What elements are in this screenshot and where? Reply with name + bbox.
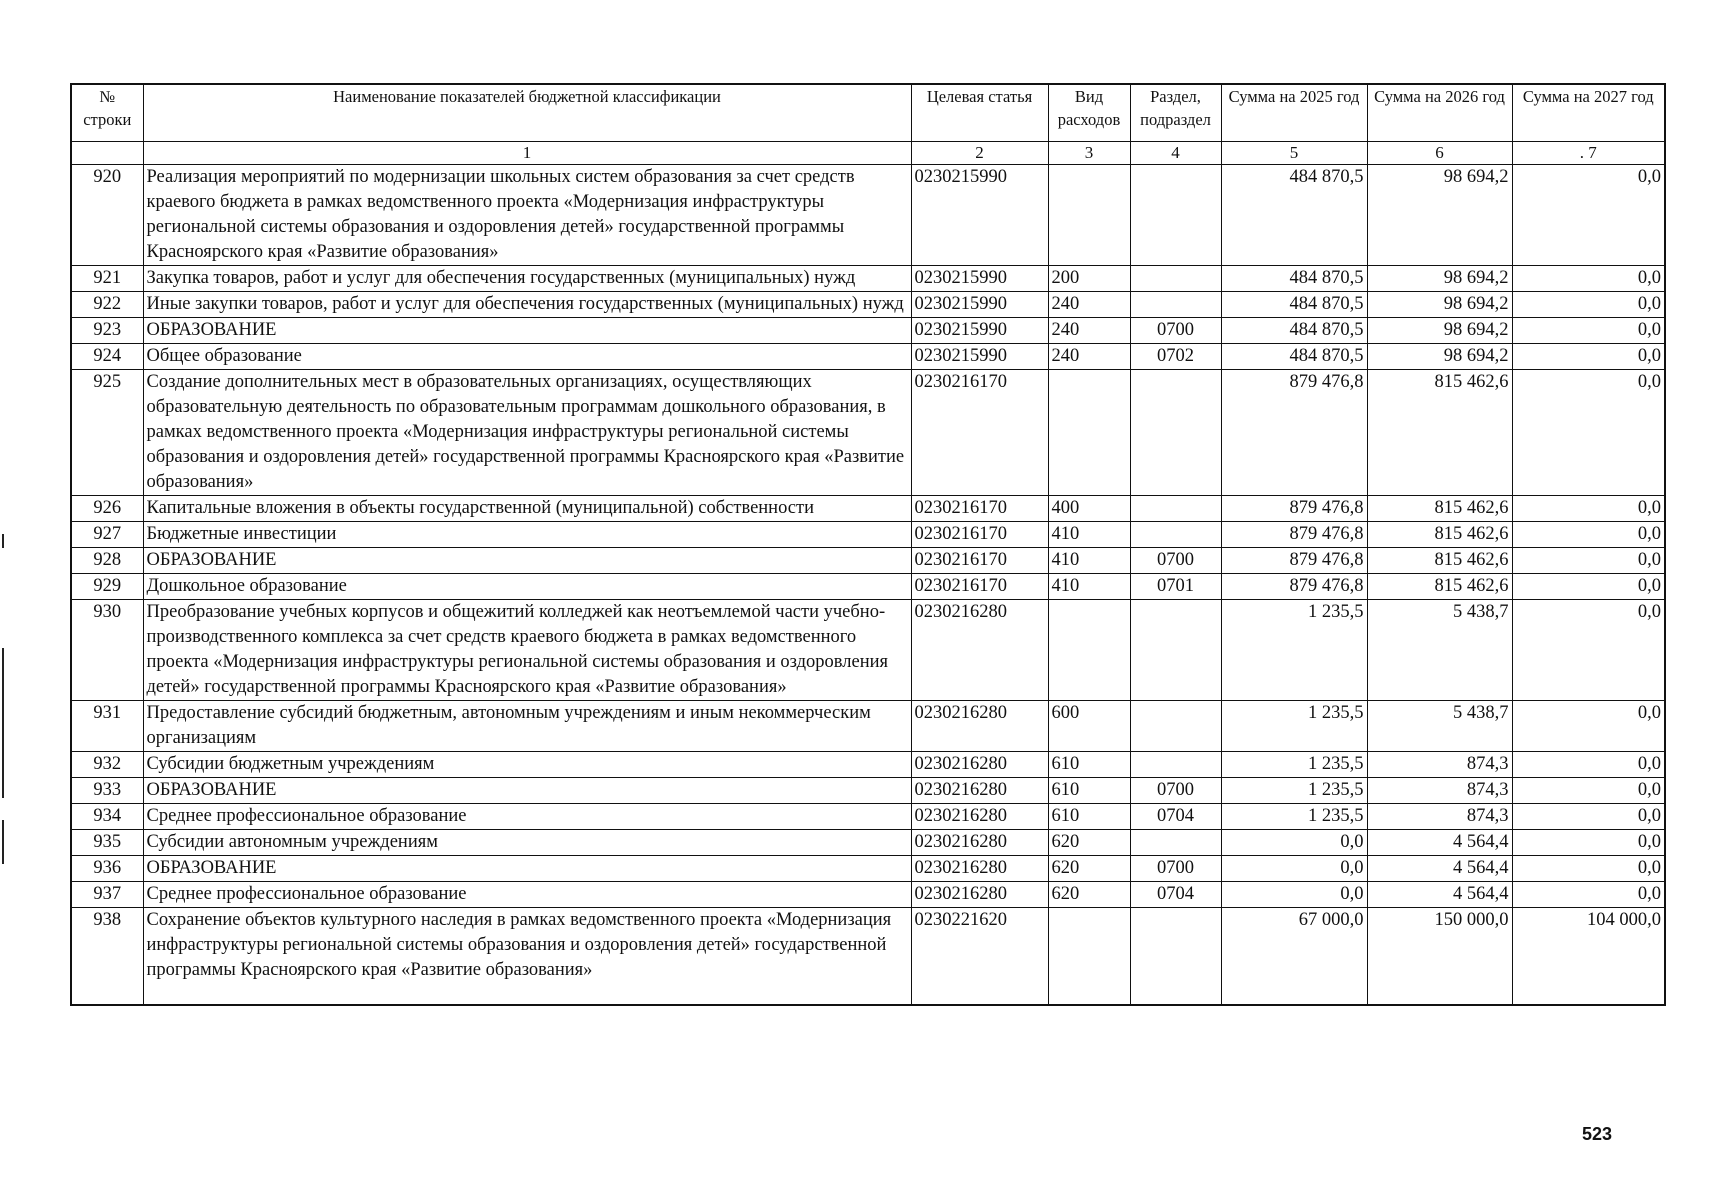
sum-2025: 484 870,5 [1221, 292, 1367, 318]
section-code [1130, 370, 1221, 496]
section-code: 0704 [1130, 804, 1221, 830]
row-name: ОБРАЗОВАНИЕ [143, 856, 911, 882]
row-name: Иные закупки товаров, работ и услуг для обеспечения государственных (муниципальных) нужд [143, 292, 911, 318]
row-number: 929 [71, 574, 143, 600]
section-code [1130, 752, 1221, 778]
section-code: 0701 [1130, 574, 1221, 600]
expense-type: 400 [1048, 496, 1130, 522]
sum-2027: 0,0 [1512, 318, 1665, 344]
sum-2026: 98 694,2 [1367, 165, 1512, 266]
sum-2026: 98 694,2 [1367, 344, 1512, 370]
table-row [71, 370, 1665, 496]
expense-type [1048, 908, 1130, 1006]
section-code: 0700 [1130, 778, 1221, 804]
row-name: Среднее профессиональное образование [143, 882, 911, 908]
row-number: 921 [71, 266, 143, 292]
sum-2025: 879 476,8 [1221, 522, 1367, 548]
sum-2027: 0,0 [1512, 856, 1665, 882]
col-header-target: Целевая статья [911, 84, 1048, 142]
sum-2025: 1 235,5 [1221, 778, 1367, 804]
section-code [1130, 496, 1221, 522]
sum-2027: 0,0 [1512, 830, 1665, 856]
table-row [71, 856, 1665, 882]
sum-2026: 5 438,7 [1367, 600, 1512, 701]
col-number: 2 [911, 142, 1048, 165]
row-name: Дошкольное образование [143, 574, 911, 600]
row-number: 923 [71, 318, 143, 344]
row-number: 934 [71, 804, 143, 830]
row-name: Закупка товаров, работ и услуг для обеспечения государственных (муниципальных) нужд [143, 266, 911, 292]
sum-2025: 0,0 [1221, 830, 1367, 856]
col-header-sum2025: Сумма на 2025 год [1221, 84, 1367, 142]
expense-type [1048, 165, 1130, 266]
row-number: 927 [71, 522, 143, 548]
column-number-row [71, 142, 1665, 165]
table-row [71, 701, 1665, 752]
header-row [71, 84, 1665, 142]
expense-type: 240 [1048, 344, 1130, 370]
expense-type: 240 [1048, 292, 1130, 318]
sum-2026: 874,3 [1367, 778, 1512, 804]
table-row [71, 882, 1665, 908]
table-row [71, 266, 1665, 292]
target-article: 0230215990 [911, 344, 1048, 370]
row-number: 925 [71, 370, 143, 496]
sum-2025: 484 870,5 [1221, 266, 1367, 292]
section-code: 0702 [1130, 344, 1221, 370]
sum-2026: 815 462,6 [1367, 548, 1512, 574]
table-row [71, 318, 1665, 344]
section-code [1130, 522, 1221, 548]
sum-2026: 98 694,2 [1367, 292, 1512, 318]
target-article: 0230216280 [911, 882, 1048, 908]
expense-type: 620 [1048, 856, 1130, 882]
section-code [1130, 908, 1221, 1006]
sum-2025: 1 235,5 [1221, 600, 1367, 701]
target-article: 0230216170 [911, 522, 1048, 548]
sum-2027: 0,0 [1512, 292, 1665, 318]
target-article: 0230216170 [911, 574, 1048, 600]
sum-2027: 0,0 [1512, 165, 1665, 266]
scan-artifact [2, 820, 4, 864]
row-number: 932 [71, 752, 143, 778]
sum-2026: 98 694,2 [1367, 266, 1512, 292]
row-number: 926 [71, 496, 143, 522]
expense-type: 240 [1048, 318, 1130, 344]
page-number: 523 [1582, 1124, 1613, 1144]
row-number: 922 [71, 292, 143, 318]
sum-2026: 5 438,7 [1367, 701, 1512, 752]
target-article: 0230216170 [911, 370, 1048, 496]
col-header-vid: Вид расходов [1048, 84, 1130, 142]
target-article: 0230215990 [911, 292, 1048, 318]
sum-2026: 150 000,0 [1367, 908, 1512, 1006]
expense-type: 610 [1048, 752, 1130, 778]
sum-2026: 874,3 [1367, 752, 1512, 778]
sum-2025: 0,0 [1221, 882, 1367, 908]
table-row [71, 600, 1665, 701]
row-number: 920 [71, 165, 143, 266]
sum-2027: 0,0 [1512, 600, 1665, 701]
sum-2025: 879 476,8 [1221, 548, 1367, 574]
target-article: 0230215990 [911, 318, 1048, 344]
row-name: Преобразование учебных корпусов и общежитий колледжей как неотъемлемой части учебно-производственного комплекса за счет средств краевого бюджета в рамках ведомственного проекта «Модернизация инфраструктуры региональной системы образования и оздоровления детей» государственной программы Красноярского края «Развитие образования» [143, 600, 911, 701]
sum-2026: 815 462,6 [1367, 574, 1512, 600]
table-row [71, 344, 1665, 370]
row-name: Реализация мероприятий по модернизации школьных систем образования за счет средств краевого бюджета в рамках ведомственного проекта «Модернизация инфраструктуры региональной системы образования и оздоровления детей» государственной программы Красноярского края «Развитие образования» [143, 165, 911, 266]
sum-2027: 0,0 [1512, 344, 1665, 370]
col-number: 3 [1048, 142, 1130, 165]
sum-2025: 484 870,5 [1221, 318, 1367, 344]
target-article: 0230216280 [911, 752, 1048, 778]
sum-2027: 0,0 [1512, 548, 1665, 574]
section-code [1130, 600, 1221, 701]
table-row [71, 574, 1665, 600]
section-code [1130, 830, 1221, 856]
sum-2027: 0,0 [1512, 804, 1665, 830]
expense-type: 620 [1048, 882, 1130, 908]
row-name: ОБРАЗОВАНИЕ [143, 778, 911, 804]
table-row [71, 548, 1665, 574]
table-row [71, 522, 1665, 548]
sum-2025: 0,0 [1221, 856, 1367, 882]
sum-2027: 0,0 [1512, 496, 1665, 522]
col-number: 4 [1130, 142, 1221, 165]
sum-2026: 874,3 [1367, 804, 1512, 830]
sum-2025: 1 235,5 [1221, 752, 1367, 778]
row-name: ОБРАЗОВАНИЕ [143, 318, 911, 344]
target-article: 0230216280 [911, 804, 1048, 830]
col-number: . 7 [1512, 142, 1665, 165]
expense-type: 410 [1048, 574, 1130, 600]
expense-type [1048, 600, 1130, 701]
target-article: 0230215990 [911, 266, 1048, 292]
col-header-sum2027: Сумма на 2027 год [1512, 84, 1665, 142]
target-article: 0230221620 [911, 908, 1048, 1006]
col-number: 6 [1367, 142, 1512, 165]
sum-2026: 4 564,4 [1367, 856, 1512, 882]
target-article: 0230216280 [911, 856, 1048, 882]
sum-2025: 879 476,8 [1221, 574, 1367, 600]
sum-2027: 0,0 [1512, 752, 1665, 778]
section-code [1130, 165, 1221, 266]
expense-type: 610 [1048, 804, 1130, 830]
row-number: 928 [71, 548, 143, 574]
table-row [71, 292, 1665, 318]
sum-2027: 104 000,0 [1512, 908, 1665, 1006]
sum-2025: 879 476,8 [1221, 370, 1367, 496]
expense-type [1048, 370, 1130, 496]
section-code: 0704 [1130, 882, 1221, 908]
col-header-row-no: № строки [71, 84, 143, 142]
row-number: 936 [71, 856, 143, 882]
target-article: 0230216280 [911, 830, 1048, 856]
sum-2027: 0,0 [1512, 882, 1665, 908]
scan-artifact [2, 534, 4, 548]
sum-2026: 815 462,6 [1367, 496, 1512, 522]
row-number: 930 [71, 600, 143, 701]
table-row [71, 165, 1665, 266]
row-name: Капитальные вложения в объекты государственной (муниципальной) собственности [143, 496, 911, 522]
row-name: Общее образование [143, 344, 911, 370]
col-number: 1 [143, 142, 911, 165]
sum-2027: 0,0 [1512, 370, 1665, 496]
row-number: 937 [71, 882, 143, 908]
section-code: 0700 [1130, 856, 1221, 882]
row-number: 935 [71, 830, 143, 856]
sum-2027: 0,0 [1512, 574, 1665, 600]
row-name: Бюджетные инвестиции [143, 522, 911, 548]
sum-2025: 1 235,5 [1221, 804, 1367, 830]
budget-table [70, 83, 1666, 1006]
col-number: 5 [1221, 142, 1367, 165]
target-article: 0230216280 [911, 701, 1048, 752]
expense-type: 410 [1048, 548, 1130, 574]
sum-2027: 0,0 [1512, 701, 1665, 752]
row-name: ОБРАЗОВАНИЕ [143, 548, 911, 574]
table-row [71, 830, 1665, 856]
sum-2026: 4 564,4 [1367, 830, 1512, 856]
col-header-razdel: Раздел, подраздел [1130, 84, 1221, 142]
col-header-name: Наименование показателей бюджетной классификации [143, 84, 911, 142]
col-number [71, 142, 143, 165]
col-header-sum2026: Сумма на 2026 год [1367, 84, 1512, 142]
row-name: Среднее профессиональное образование [143, 804, 911, 830]
section-code [1130, 292, 1221, 318]
section-code [1130, 701, 1221, 752]
row-number: 933 [71, 778, 143, 804]
sum-2026: 815 462,6 [1367, 370, 1512, 496]
row-number: 931 [71, 701, 143, 752]
sum-2025: 879 476,8 [1221, 496, 1367, 522]
sum-2025: 484 870,5 [1221, 344, 1367, 370]
scan-artifact [2, 648, 4, 798]
sum-2025: 484 870,5 [1221, 165, 1367, 266]
row-name: Субсидии автономным учреждениям [143, 830, 911, 856]
section-code: 0700 [1130, 548, 1221, 574]
row-name: Сохранение объектов культурного наследия в рамках ведомственного проекта «Модернизация инфраструктуры региональной системы образования и оздоровления детей» государственной программы Красноярского края «Развитие образования» [143, 908, 911, 1006]
sum-2026: 815 462,6 [1367, 522, 1512, 548]
sum-2027: 0,0 [1512, 266, 1665, 292]
target-article: 0230216170 [911, 496, 1048, 522]
table-row [71, 908, 1665, 1006]
row-name: Субсидии бюджетным учреждениям [143, 752, 911, 778]
target-article: 0230216280 [911, 600, 1048, 701]
sum-2027: 0,0 [1512, 778, 1665, 804]
target-article: 0230215990 [911, 165, 1048, 266]
row-number: 924 [71, 344, 143, 370]
sum-2026: 4 564,4 [1367, 882, 1512, 908]
sum-2027: 0,0 [1512, 522, 1665, 548]
sum-2025: 67 000,0 [1221, 908, 1367, 1006]
table-row [71, 496, 1665, 522]
table-row [71, 804, 1665, 830]
table-row [71, 778, 1665, 804]
target-article: 0230216280 [911, 778, 1048, 804]
row-number: 938 [71, 908, 143, 1006]
expense-type: 620 [1048, 830, 1130, 856]
section-code: 0700 [1130, 318, 1221, 344]
sum-2026: 98 694,2 [1367, 318, 1512, 344]
expense-type: 200 [1048, 266, 1130, 292]
target-article: 0230216170 [911, 548, 1048, 574]
table-row [71, 752, 1665, 778]
section-code [1130, 266, 1221, 292]
sum-2025: 1 235,5 [1221, 701, 1367, 752]
row-name: Предоставление субсидий бюджетным, автономным учреждениям и иным некоммерческим организациям [143, 701, 911, 752]
expense-type: 410 [1048, 522, 1130, 548]
expense-type: 600 [1048, 701, 1130, 752]
expense-type: 610 [1048, 778, 1130, 804]
row-name: Создание дополнительных мест в образовательных организациях, осуществляющих образовательную деятельность по образовательным программам дошкольного образования, в рамках ведомственного проекта «Модернизация инфраструктуры региональной системы образования и оздоровления детей» государственной программы Красноярского края «Развитие образования» [143, 370, 911, 496]
